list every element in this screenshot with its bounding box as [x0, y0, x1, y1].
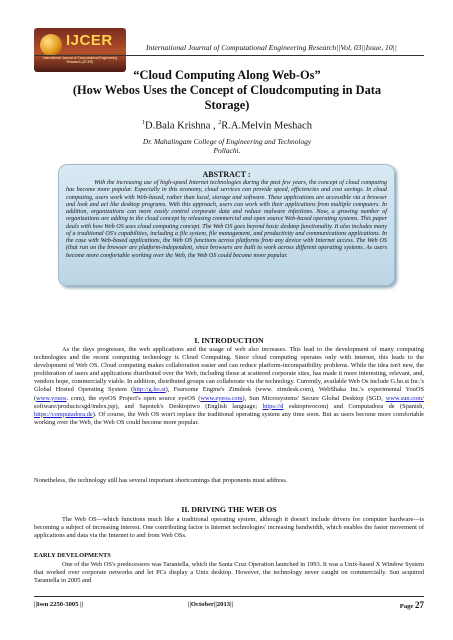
author-2: R.A.Melvin Meshach [221, 120, 312, 132]
page-num: 27 [415, 600, 424, 610]
link-eyeos[interactable]: www.eyeos.com [200, 394, 243, 402]
link-computadora[interactable]: https://computadora.de [34, 410, 93, 418]
section-2-paragraph-1 [34, 516, 424, 540]
globe-icon [40, 34, 62, 56]
section-1-paragraph-2: Nonetheless, the technology still has several important shortcomings that proponents must address. [34, 477, 288, 484]
section-1-heading: I. INTRODUCTION [194, 336, 264, 345]
abstract-box [58, 164, 395, 286]
footer-divider [34, 596, 424, 597]
abstract-text: With the increasing use of high-speed Internet technologies during the past few years, the concept of cloud computing has become more popular. Especially in this economy, cloud services can provide speed, efficiencies and cost savings. In cloud computing, users work with Web-based, rather than local, storage and software. These applications are accessible via a browser and look and act like desktop programs. With this approach, users can work with their applications from multiple computers. In addition, organizations can more easily control corporate data and reduce malware infections. Now, a growing number of organizations are adding to the cloud concept by releasing commercial and open source Web-based operating systems. This paper deals with how Web OS uses cloud computing concept. The Web OS goes beyond basic desktop functionality. It also includes many of a traditional OS's capabilities, including a file system, file management, and productivity and communications applications. In the case with Web-based applications, the Web OS functions across platforms from any device with Internet access. The Web OS (that run on the browser are platform-independent, since browsers are built to work across different operating systems. As users become more comfortable working over the Web, the Web OS could become more popular. [66, 180, 387, 259]
page-label: Page [399, 603, 415, 610]
section-2-paragraph-2 [34, 561, 424, 585]
page-number [400, 600, 424, 610]
para-text: One of the Web OS's predecessors was Tarantella, which the Santa Cruz Operation launched in 1993. It was a Unix-based X Window System that worked over corporate networks and let PCs display a Unix desktop. However, the technology never caught on commercially. Sun acquired Tarantella in 2005 and [34, 561, 424, 585]
link-ghost[interactable]: http://g.ho.st [133, 386, 166, 394]
author-1-index: 1 [142, 120, 146, 126]
para-text: The Web OS—which functions much like a traditional operating system, although it doesn't include drivers for computer hardware—is becoming a subject of increasing interest. One contributing factor is Internet technologies' increasing bandwidth, which enables the faster movement of applications and data via the Internet to and from Web OSs. [34, 516, 424, 540]
para-text: esktoptwocom) and Computadora de (Spanish, [283, 402, 424, 410]
para-text: As the days progresses, the web applications and the usage of web also increases. This lead to the development of many computing technologies and the recent computing technology is Cloud Computing. Since cloud computing operates only with internet, this leads to the development of Web OS. Cloud computing makes collaboration easier and can reduce platform-incompatibility problems. While the idea isn't new, the proliferation of users and applications distributed over the Web, including those at scattered corporate sites, has made it more interesting, relevant, and, vendors hope, commercially viable. In addition, distributed groups can collaborate via the technology. Currently, available Web Os include G.ho.st Inc.'s Global Hosted Operating System ( [34, 346, 424, 394]
paper-title [60, 68, 394, 113]
footer-date: ||October||2013|| [188, 601, 233, 608]
title-line-3: Storage) [204, 98, 250, 112]
abstract-heading: ABSTRACT : [202, 170, 251, 179]
para-text: . com), the eyeOS Project's open source eyeOS ( [66, 394, 201, 402]
author-list [60, 120, 394, 132]
affiliation [60, 137, 394, 155]
journal-logo [34, 28, 126, 72]
footer-issn: ||Issn 2250-3005 || [34, 601, 84, 608]
author-2-index: 2 [218, 120, 222, 126]
logo-title: IJCER [66, 32, 113, 49]
title-line-2: (How Webos Uses the Concept of Cloudcomputing in Data [72, 83, 382, 97]
section-2-heading: II. DRIVING THE WEB OS [181, 505, 277, 514]
affiliation-line-1: Dr. Mahalingam College of Engineering and Technology [142, 137, 312, 146]
early-developments-heading: EARLY DEVELOPMENTS [34, 552, 111, 559]
link-youos[interactable]: www.youos [36, 394, 67, 402]
affiliation-line-2: Pollachi. [213, 146, 241, 155]
para-text: ). Of course, the Web OS won't replace the traditional operating system any time soon. But as users become more comfortable working over the Web, the Web OS could become more popular. [34, 410, 424, 426]
section-1-paragraph-1 [34, 346, 424, 427]
header-divider [34, 55, 424, 56]
link-sun[interactable]: www.sun.com/ [385, 394, 424, 402]
title-line-1: “Cloud Computing Along Web-Os” [133, 68, 321, 82]
para-text: software/products/sgd/index.jsp), and Sapotek's Desktoptwo (English language; [34, 402, 263, 410]
author-1: D.Bala Krishna , [145, 120, 216, 132]
journal-header: International Journal of Computational Engineering Research||Vol, 03||Issue, 10|| [146, 43, 397, 52]
logo-subtitle: International Journal of Computational Engineering Research (IJCER) [42, 56, 118, 64]
para-text: ), Fearsome Engine's Zimdesk (www. zimdesk.com), WebShaka Inc.'s experimental YouOS ( [34, 386, 425, 402]
link-desktoptwo[interactable]: https://d [262, 402, 284, 410]
para-text: ), Sun Microsystems' Secure Global Desktop (SGD, [242, 394, 386, 402]
